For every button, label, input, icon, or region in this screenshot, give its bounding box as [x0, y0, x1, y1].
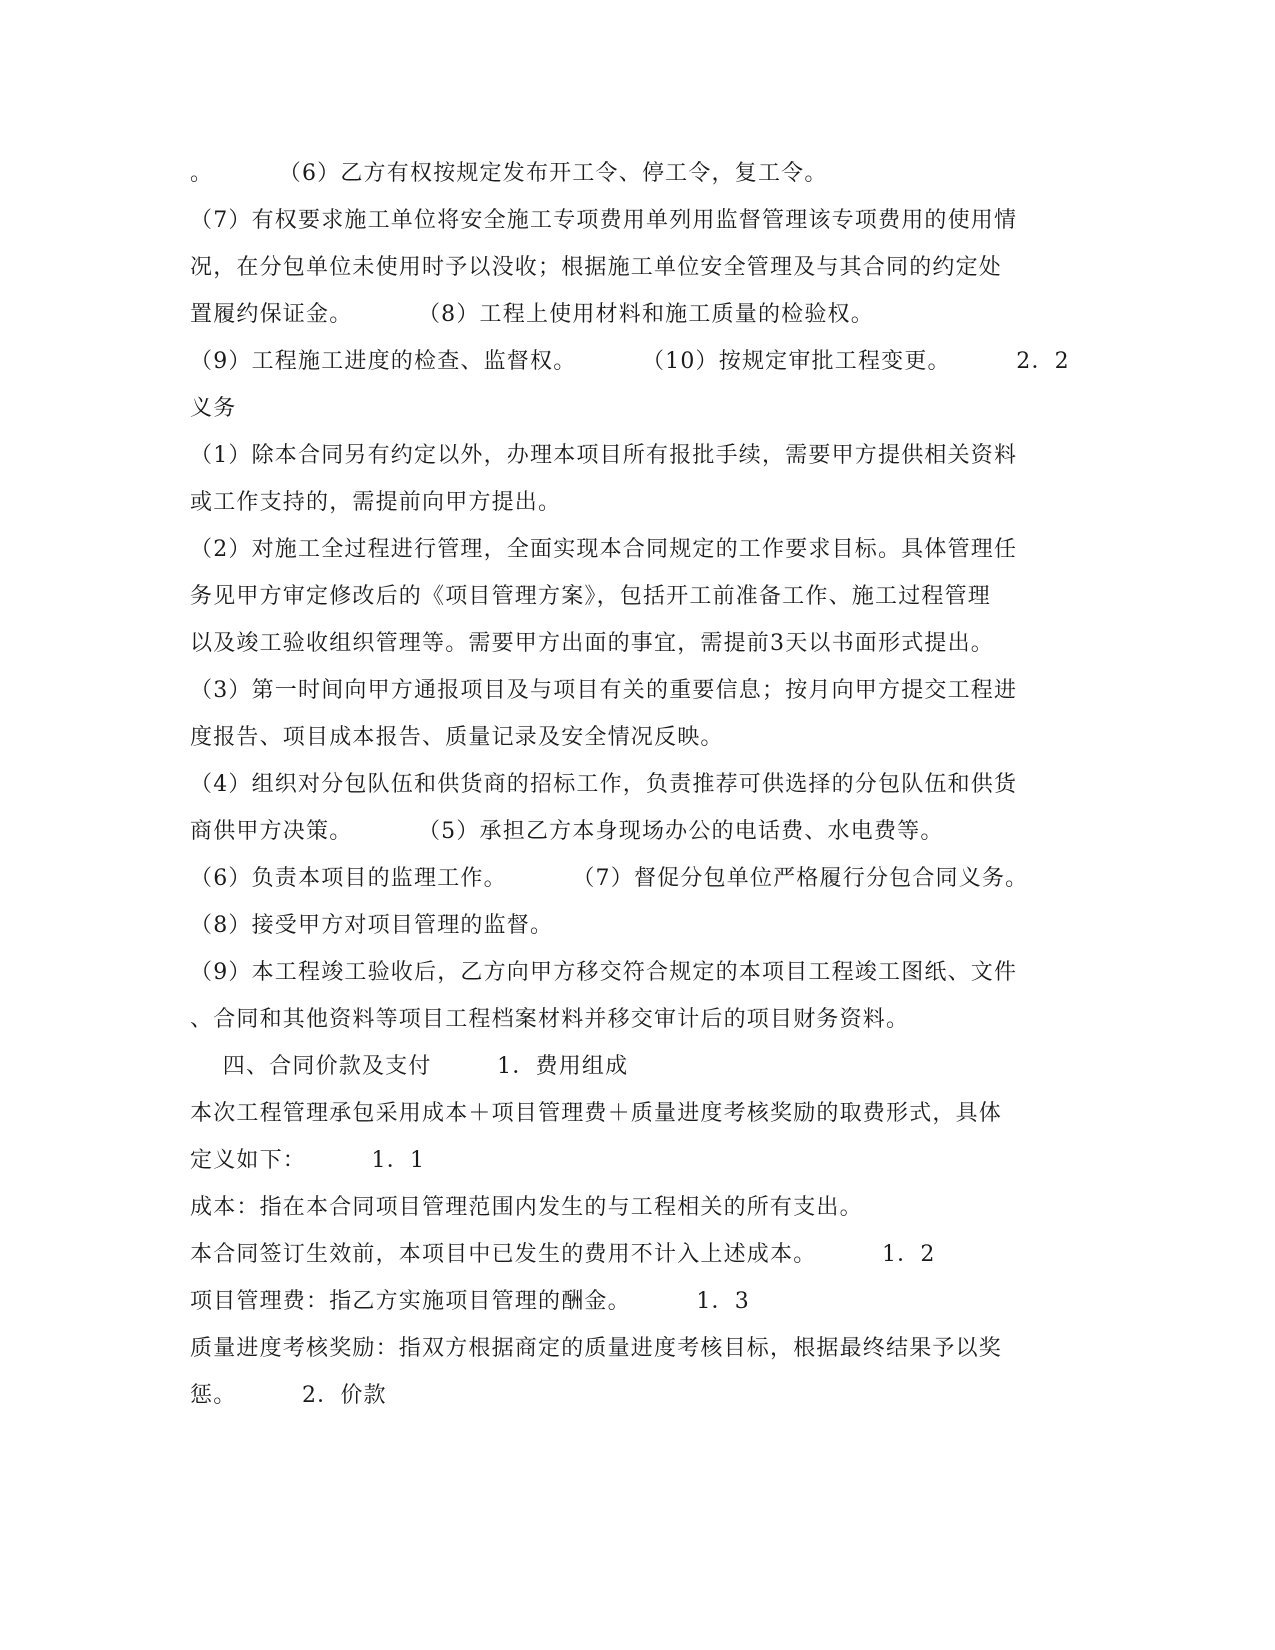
text-line: （3）第一时间向甲方通报项目及与项目有关的重要信息；按月向甲方提交工程进	[190, 678, 1018, 703]
text-line: （8）接受甲方对项目管理的监督。	[190, 913, 554, 938]
text-line: 置履约保证金。 （8）工程上使用材料和施工质量的检验权。	[190, 302, 874, 327]
text-line: 商供甲方决策。 （5）承担乙方本身现场办公的电话费、水电费等。	[190, 819, 944, 844]
text-line: 义务	[190, 396, 237, 421]
text-line: 惩。 2．价款	[190, 1383, 387, 1408]
text-line: 以及竣工验收组织管理等。需要甲方出面的事宜，需提前3天以书面形式提出。	[190, 631, 994, 656]
text-line: （7）有权要求施工单位将安全施工专项费用单列用监督管理该专项费用的使用情	[190, 208, 1018, 233]
text-line: 成本：指在本合同项目管理范围内发生的与工程相关的所有支出。	[190, 1195, 863, 1220]
text-line: （4）组织对分包队伍和供货商的招标工作，负责推荐可供选择的分包队伍和供货	[190, 772, 1018, 797]
text-line: 。 （6）乙方有权按规定发布开工令、停工令，复工令。	[190, 161, 828, 186]
text-line: （2）对施工全过程进行管理，全面实现本合同规定的工作要求目标。具体管理任	[190, 537, 1018, 562]
text-line: 度报告、项目成本报告、质量记录及安全情况反映。	[190, 725, 724, 750]
text-line: 本次工程管理承包采用成本＋项目管理费＋质量进度考核奖励的取费形式，具体	[190, 1101, 1003, 1126]
text-line: 务见甲方审定修改后的《项目管理方案》，包括开工前准备工作、施工过程管理	[190, 584, 992, 609]
text-line: 、合同和其他资料等项目工程档案材料并移交审计后的项目财务资料。	[190, 1007, 910, 1032]
text-line: （9）工程施工进度的检查、监督权。 （10）按规定审批工程变更。 2．2	[190, 349, 1070, 374]
text-line: 项目管理费：指乙方实施项目管理的酬金。 1．3	[190, 1289, 750, 1314]
text-line: （1）除本合同另有约定以外，办理本项目所有报批手续，需要甲方提供相关资料	[190, 443, 1018, 468]
contract-text-body	[190, 150, 1090, 1419]
section-heading-line: 四、合同价款及支付 1．费用组成	[190, 1054, 629, 1079]
text-line: 或工作支持的，需提前向甲方提出。	[190, 490, 562, 515]
text-line: 定义如下： 1．1	[190, 1148, 426, 1173]
text-line: 况，在分包单位未使用时予以没收；根据施工单位安全管理及与其合同的约定处	[190, 255, 1003, 280]
text-line: （9）本工程竣工验收后，乙方向甲方移交符合规定的本项目工程竣工图纸、文件	[190, 960, 1018, 985]
text-line: 质量进度考核奖励：指双方根据商定的质量进度考核目标，根据最终结果予以奖	[190, 1336, 1003, 1361]
text-line: （6）负责本项目的监理工作。 （7）督促分包单位严格履行分包合同义务。	[190, 866, 1029, 891]
text-line: 本合同签订生效前，本项目中已发生的费用不计入上述成本。 1．2	[190, 1242, 936, 1267]
